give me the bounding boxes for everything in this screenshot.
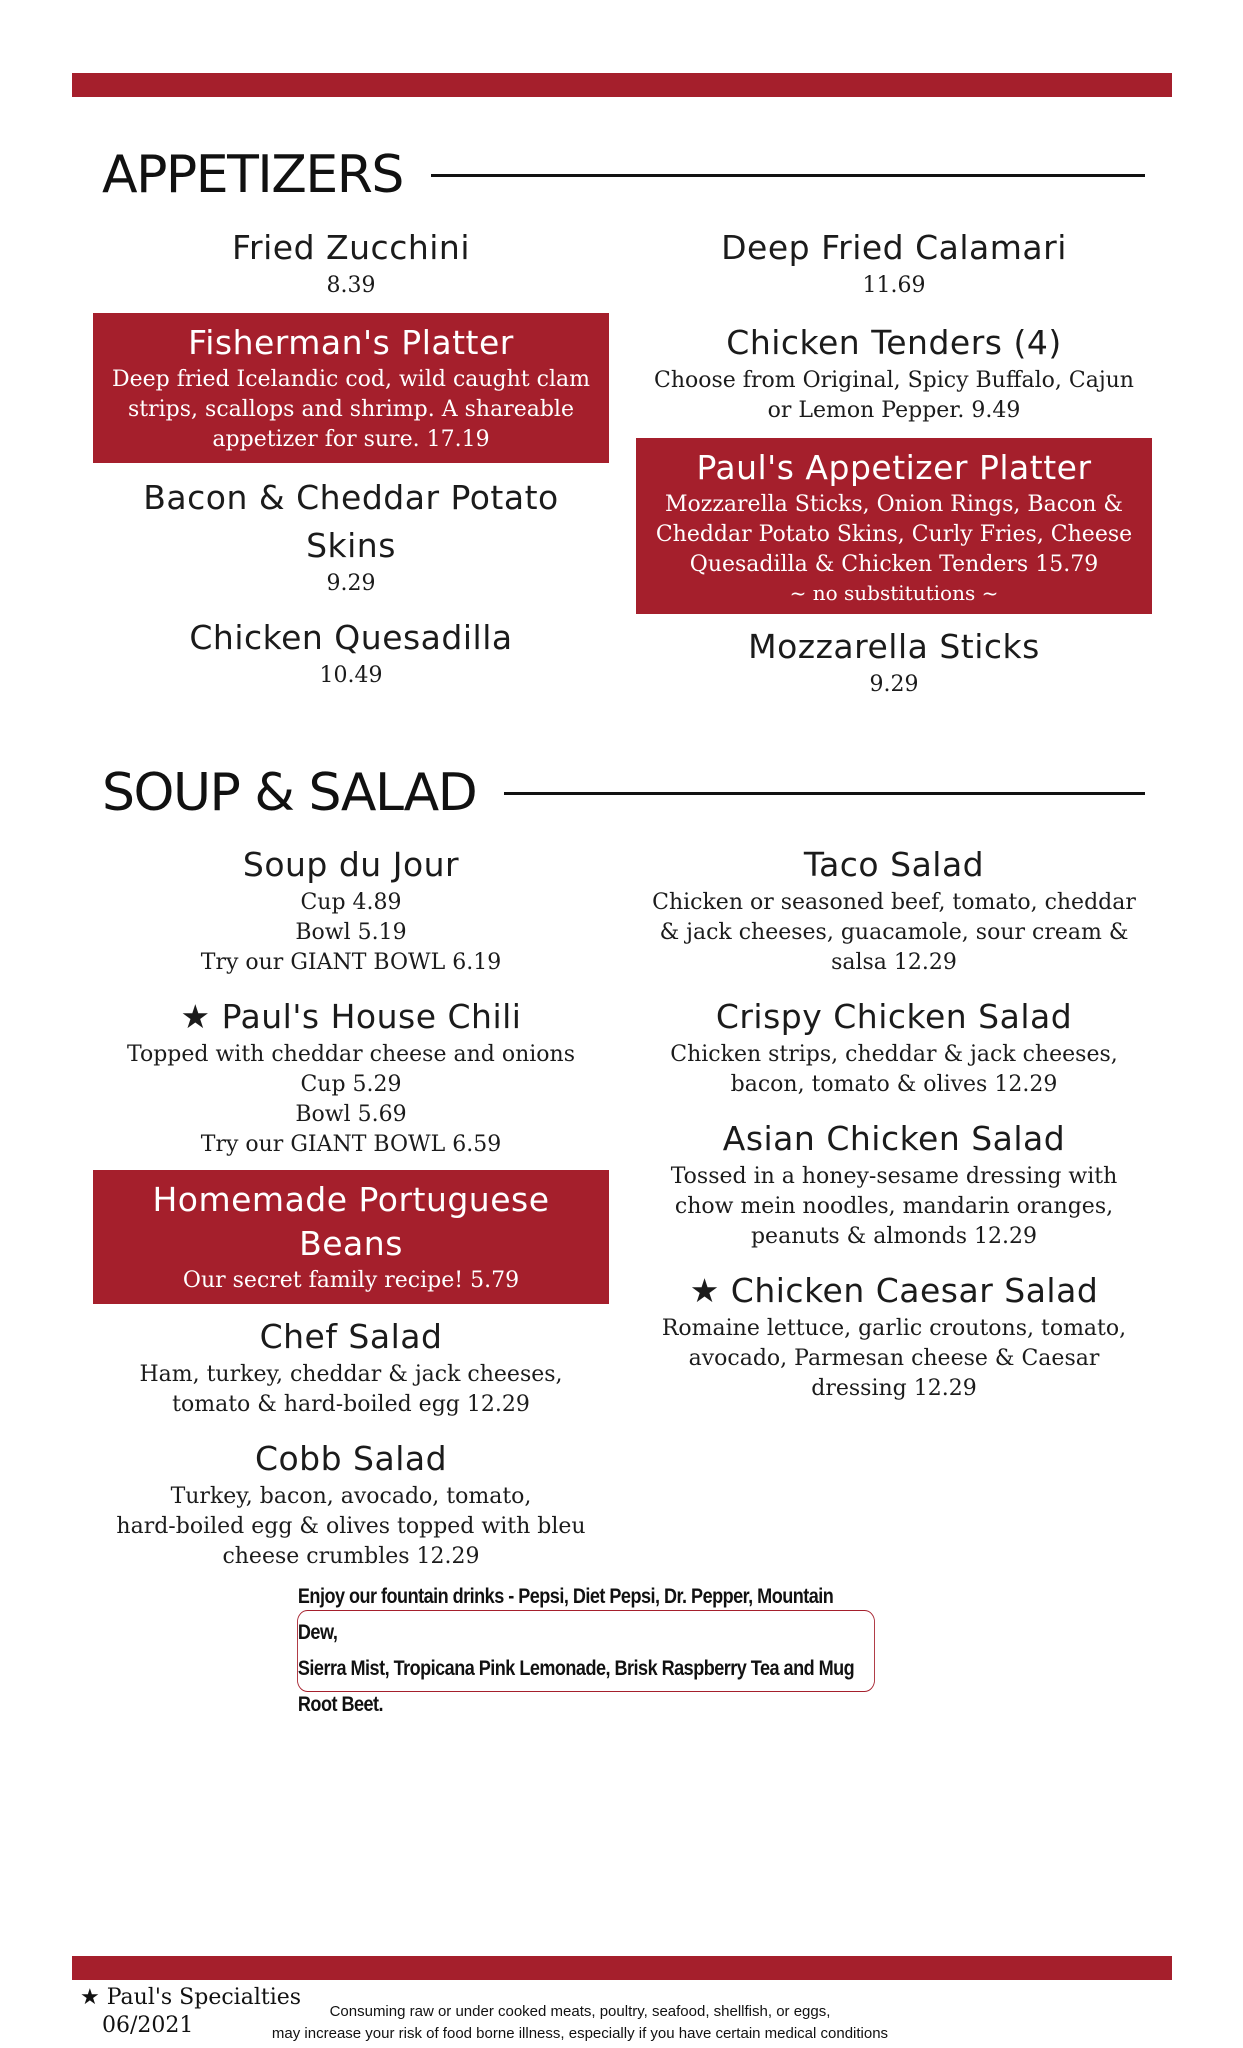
item-line: Try our GIANT BOWL 6.19: [200, 950, 502, 975]
appetizers-title: APPETIZERS: [102, 145, 403, 205]
menu-item-taco-salad: [636, 842, 1152, 978]
item-price: 11.69: [862, 273, 926, 298]
item-line: Bowl 5.19: [295, 920, 407, 945]
item-line: Bowl 5.69: [295, 1102, 407, 1127]
item-description: Deep fried Icelandic cod, wild caught clam: [112, 367, 590, 392]
menu-date: 06/2021: [102, 2013, 194, 2038]
item-name: Homemade Portuguese Beans: [152, 1180, 550, 1263]
item-name: Mozzarella Sticks: [748, 627, 1040, 666]
menu-item-bacon-cheddar-skins: [93, 473, 609, 599]
item-description: cheese crumbles 12.29: [222, 1544, 480, 1569]
food-safety-warning: [230, 2001, 930, 2045]
featured-item-portuguese-beans: [93, 1170, 609, 1304]
item-name: Chicken Tenders (4): [726, 323, 1062, 362]
bottom-red-band: [72, 1956, 1172, 1980]
item-line: Cup 5.29: [300, 1072, 402, 1097]
item-description: Topped with cheddar cheese and onions: [127, 1042, 575, 1067]
menu-item-soup-du-jour: [93, 842, 609, 978]
item-description: tomato & hard-boiled egg 12.29: [172, 1392, 530, 1417]
item-name: Paul's Appetizer Platter: [696, 448, 1092, 487]
top-red-band: [72, 73, 1172, 97]
item-description: bacon, tomato & olives 12.29: [730, 1072, 1058, 1097]
item-price: 10.49: [319, 663, 383, 688]
warning-line: may increase your risk of food borne illness, especially if you have certain medical conditions: [271, 2025, 889, 2042]
item-description: or Lemon Pepper. 9.49: [767, 398, 1021, 423]
item-name: Soup du Jour: [242, 845, 460, 884]
item-description: peanuts & almonds 12.29: [750, 1224, 1038, 1249]
item-line: Try our GIANT BOWL 6.59: [200, 1132, 502, 1157]
item-description: Turkey, bacon, avocado, tomato,: [170, 1484, 532, 1509]
menu-item-pauls-house-chili: [93, 994, 609, 1160]
item-description: chow mein noodles, mandarin oranges,: [674, 1194, 1114, 1219]
item-description: Ham, turkey, cheddar & jack cheeses,: [139, 1362, 563, 1387]
menu-item-cobb-salad: [93, 1436, 609, 1572]
soup-salad-right-column: [636, 842, 1152, 1404]
item-description: Mozzarella Sticks, Onion Rings, Bacon &: [664, 492, 1124, 517]
item-name: ★ Chicken Caesar Salad: [689, 1271, 1099, 1310]
appetizers-rule: [431, 174, 1145, 177]
appetizers-header: [102, 140, 1145, 210]
item-description: Romaine lettuce, garlic croutons, tomato,: [661, 1316, 1127, 1341]
item-name: Fried Zucchini: [231, 228, 471, 267]
item-description: hard-boiled egg & olives topped with bleu: [116, 1514, 586, 1539]
menu-item-fried-zucchini: [93, 225, 609, 301]
item-name: Cobb Salad: [254, 1439, 448, 1478]
drinks-line: Enjoy our fountain drinks - Pepsi, Diet Pepsi, Dr. Pepper, Mountain Dew,: [297, 1585, 834, 1644]
item-description: Chicken strips, cheddar & jack cheeses,: [670, 1042, 1118, 1067]
item-name-continued: Skins: [306, 526, 396, 565]
item-description: & jack cheeses, guacamole, sour cream &: [659, 920, 1129, 945]
menu-item-deep-fried-calamari: [636, 225, 1152, 301]
menu-item-asian-chicken-salad: [636, 1116, 1152, 1252]
item-description: appetizer for sure. 17.19: [212, 427, 490, 452]
menu-item-chicken-tenders: [636, 320, 1152, 426]
appetizers-left-column: [93, 225, 609, 691]
item-name: Crispy Chicken Salad: [715, 997, 1073, 1036]
soup-salad-title: SOUP & SALAD: [102, 763, 477, 823]
item-name: Taco Salad: [803, 845, 985, 884]
menu-item-chicken-quesadilla: [93, 615, 609, 691]
item-name: Asian Chicken Salad: [722, 1119, 1066, 1158]
item-price: 9.29: [326, 571, 376, 596]
menu-item-mozzarella-sticks: [636, 624, 1152, 700]
item-description: Cheddar Potato Skins, Curly Fries, Cheese: [655, 522, 1133, 547]
soup-salad-left-column: [93, 842, 609, 1572]
item-description: Choose from Original, Spicy Buffalo, Cajun: [654, 368, 1134, 393]
item-note: ~ no substitutions ~: [789, 581, 999, 605]
item-description: Quesadilla & Chicken Tenders 15.79: [689, 552, 1099, 577]
item-description: Our secret family recipe! 5.79: [182, 1268, 520, 1293]
featured-item-fishermans-platter: [93, 313, 609, 463]
menu-item-chicken-caesar-salad: [636, 1268, 1152, 1404]
featured-item-pauls-appetizer-platter: [636, 438, 1152, 614]
menu-item-crispy-chicken-salad: [636, 994, 1152, 1100]
menu-item-chef-salad: [93, 1314, 609, 1420]
item-description: salsa 12.29: [831, 950, 957, 975]
item-name: Chicken Quesadilla: [189, 618, 513, 657]
specialties-legend: ★ Paul's Specialties: [80, 1985, 302, 2010]
appetizers-right-column: [636, 225, 1152, 700]
item-name: Deep Fried Calamari: [721, 228, 1067, 267]
soup-salad-rule: [504, 792, 1145, 795]
item-name: Fisherman's Platter: [188, 323, 514, 362]
item-description: dressing 12.29: [811, 1376, 977, 1401]
warning-line: Consuming raw or under cooked meats, poultry, seafood, shellfish, or eggs,: [329, 2003, 831, 2020]
item-price: 9.29: [869, 672, 919, 697]
fountain-drinks-notice: [297, 1585, 875, 1716]
item-description: Chicken or seasoned beef, tomato, cheddar: [652, 890, 1136, 915]
item-line: Cup 4.89: [300, 890, 402, 915]
item-name: Chef Salad: [259, 1317, 443, 1356]
item-name: ★ Paul's House Chili: [180, 997, 522, 1036]
item-price: 8.39: [326, 273, 376, 298]
drinks-line: Sierra Mist, Tropicana Pink Lemonade, Brisk Raspberry Tea and Mug Root Beet.: [297, 1657, 855, 1716]
item-description: strips, scallops and shrimp. A shareable: [127, 397, 574, 422]
soup-salad-header: [102, 758, 1145, 828]
item-description: Tossed in a honey-sesame dressing with: [670, 1164, 1118, 1189]
item-name: Bacon & Cheddar Potato: [143, 478, 559, 517]
item-description: avocado, Parmesan cheese & Caesar: [688, 1346, 1100, 1371]
